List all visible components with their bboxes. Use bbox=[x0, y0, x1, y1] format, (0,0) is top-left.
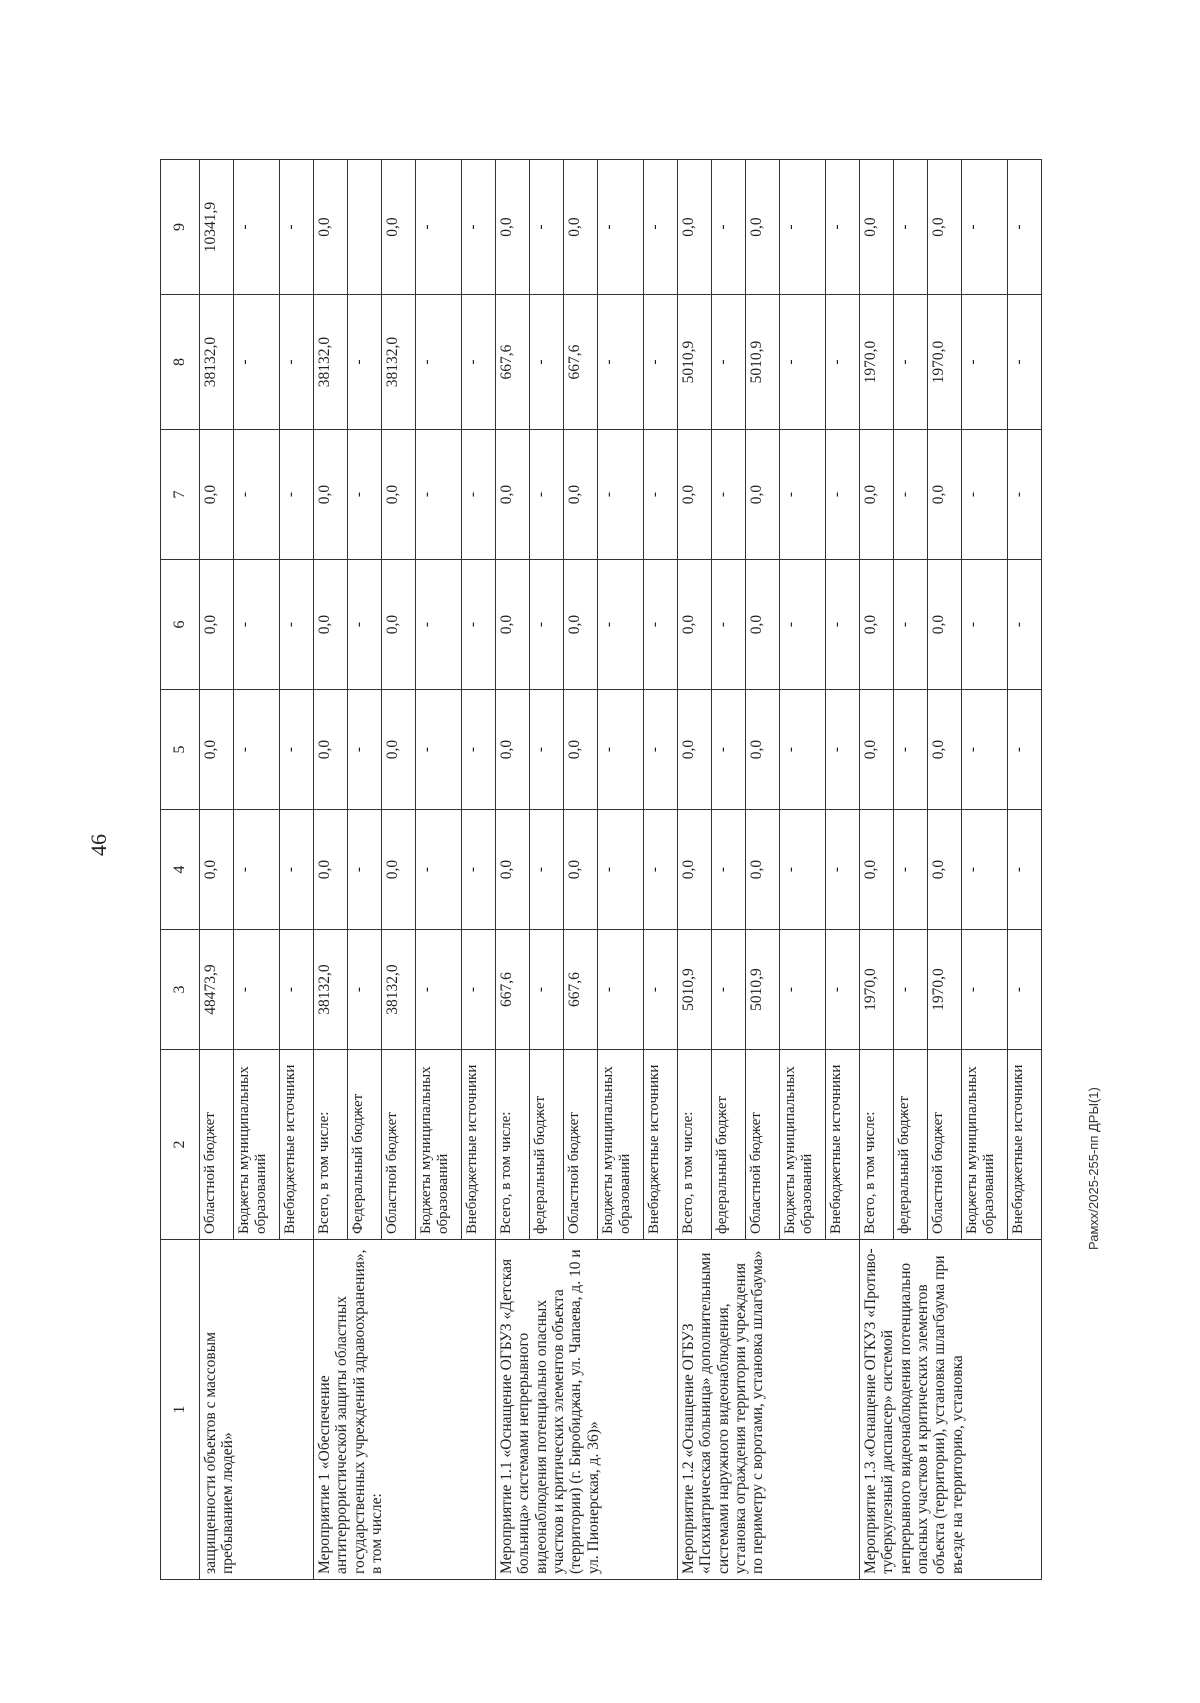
amount-cell: - bbox=[234, 930, 280, 1050]
amount-cell: 0,0 bbox=[564, 810, 598, 930]
amount-cell: 0,0 bbox=[314, 560, 348, 690]
amount-cell: - bbox=[462, 430, 496, 560]
amount-cell: 38132,0 bbox=[382, 295, 416, 430]
page-number: 46 bbox=[86, 834, 111, 856]
amount-cell: 38132,0 bbox=[200, 295, 234, 430]
funding-source: федеральный бюджет bbox=[894, 1050, 928, 1240]
amount-cell: - bbox=[712, 430, 746, 560]
amount-cell: 0,0 bbox=[746, 810, 780, 930]
amount-cell: - bbox=[598, 810, 644, 930]
funding-source: Федеральный бюджет bbox=[348, 1050, 382, 1240]
header-cell: 6 bbox=[161, 560, 200, 690]
amount-cell: - bbox=[348, 690, 382, 810]
funding-source: Внебюджетные источники bbox=[1008, 1050, 1042, 1240]
amount-cell: 0,0 bbox=[860, 690, 894, 810]
amount-cell: - bbox=[530, 430, 564, 560]
amount-cell: - bbox=[962, 160, 1008, 295]
amount-cell: - bbox=[780, 560, 826, 690]
amount-cell: 0,0 bbox=[928, 160, 962, 295]
amount-cell: - bbox=[826, 690, 860, 810]
amount-cell: 0,0 bbox=[746, 160, 780, 295]
amount-cell: - bbox=[780, 690, 826, 810]
amount-cell: - bbox=[780, 295, 826, 430]
table-row bbox=[678, 160, 712, 1580]
amount-cell: - bbox=[280, 160, 314, 295]
amount-cell: 667,6 bbox=[564, 930, 598, 1050]
amount-cell: - bbox=[826, 160, 860, 295]
activity-description: Мероприятие 1.3 «Оснащение ОГКУЗ «Противо-туберкулезный диспансер» системой непрерывного видеонаблюдения потенциально опасных участков и критических элементов объекта (территории), установка шлагбаума при въезде на территорию, установка bbox=[860, 1240, 1042, 1580]
table-row bbox=[860, 160, 894, 1580]
funding-source: Областной бюджет bbox=[746, 1050, 780, 1240]
amount-cell: 0,0 bbox=[314, 690, 348, 810]
amount-cell: 0,0 bbox=[860, 560, 894, 690]
amount-cell: - bbox=[280, 295, 314, 430]
amount-cell: 0,0 bbox=[746, 430, 780, 560]
amount-cell: 0,0 bbox=[746, 560, 780, 690]
amount-cell: - bbox=[962, 930, 1008, 1050]
amount-cell: 0,0 bbox=[928, 690, 962, 810]
amount-cell: - bbox=[780, 430, 826, 560]
amount-cell: - bbox=[416, 160, 462, 295]
amount-cell: 5010,9 bbox=[678, 295, 712, 430]
amount-cell: 0,0 bbox=[746, 690, 780, 810]
funding-source: Всего, в том числе: bbox=[678, 1050, 712, 1240]
amount-cell: - bbox=[598, 690, 644, 810]
amount-cell: 0,0 bbox=[200, 560, 234, 690]
amount-cell: 38132,0 bbox=[314, 295, 348, 430]
amount-cell: 0,0 bbox=[382, 560, 416, 690]
amount-cell: - bbox=[462, 810, 496, 930]
header-cell: 8 bbox=[161, 295, 200, 430]
amount-cell: - bbox=[598, 160, 644, 295]
funding-source: федеральный бюджет bbox=[530, 1050, 564, 1240]
amount-cell: - bbox=[712, 160, 746, 295]
amount-cell: 10341,9 bbox=[200, 160, 234, 295]
amount-cell: - bbox=[894, 430, 928, 560]
funding-source: Областной бюджет bbox=[928, 1050, 962, 1240]
amount-cell: - bbox=[416, 930, 462, 1050]
amount-cell: 38132,0 bbox=[382, 930, 416, 1050]
amount-cell: 0,0 bbox=[564, 430, 598, 560]
amount-cell: - bbox=[780, 930, 826, 1050]
amount-cell: - bbox=[416, 295, 462, 430]
amount-cell: 667,6 bbox=[496, 930, 530, 1050]
amount-cell: - bbox=[416, 560, 462, 690]
table-row bbox=[314, 160, 348, 1580]
amount-cell: - bbox=[598, 295, 644, 430]
amount-cell: - bbox=[348, 560, 382, 690]
funding-source: Бюджеты муниципальных образований bbox=[416, 1050, 462, 1240]
amount-cell: 0,0 bbox=[382, 430, 416, 560]
amount-cell: - bbox=[1008, 560, 1042, 690]
header-cell: 1 bbox=[161, 1240, 200, 1580]
table-body bbox=[200, 160, 1042, 1580]
funding-source: Внебюджетные источники bbox=[826, 1050, 860, 1240]
amount-cell: - bbox=[644, 810, 678, 930]
amount-cell: 0,0 bbox=[564, 160, 598, 295]
amount-cell: - bbox=[598, 930, 644, 1050]
amount-cell: - bbox=[780, 810, 826, 930]
header-row bbox=[161, 160, 200, 1580]
amount-cell: - bbox=[280, 690, 314, 810]
table-row bbox=[496, 160, 530, 1580]
funding-source: Внебюджетные источники bbox=[280, 1050, 314, 1240]
amount-cell: 0,0 bbox=[314, 810, 348, 930]
amount-cell: - bbox=[826, 930, 860, 1050]
amount-cell: - bbox=[348, 430, 382, 560]
funding-source: Бюджеты муниципальных образований bbox=[234, 1050, 280, 1240]
amount-cell: - bbox=[462, 930, 496, 1050]
header-cell: 9 bbox=[161, 160, 200, 295]
amount-cell: - bbox=[826, 295, 860, 430]
amount-cell: 38132,0 bbox=[314, 930, 348, 1050]
amount-cell: 5010,9 bbox=[746, 930, 780, 1050]
funding-source: Областной бюджет bbox=[200, 1050, 234, 1240]
amount-cell: 667,6 bbox=[496, 295, 530, 430]
amount-cell: - bbox=[598, 430, 644, 560]
activity-description: Мероприятие 1 «Обеспечение антитеррористической защиты областных государственных учреждений здравоохранения», в том числе: bbox=[314, 1240, 496, 1580]
amount-cell: - bbox=[826, 560, 860, 690]
header-cell: 3 bbox=[161, 930, 200, 1050]
amount-cell: - bbox=[962, 295, 1008, 430]
amount-cell: - bbox=[644, 160, 678, 295]
amount-cell: - bbox=[712, 690, 746, 810]
amount-cell: - bbox=[462, 160, 496, 295]
amount-cell: 0,0 bbox=[860, 160, 894, 295]
amount-cell: 0,0 bbox=[496, 560, 530, 690]
amount-cell: 0,0 bbox=[564, 560, 598, 690]
amount-cell: - bbox=[462, 690, 496, 810]
amount-cell: - bbox=[644, 560, 678, 690]
amount-cell: - bbox=[962, 810, 1008, 930]
amount-cell: 0,0 bbox=[200, 810, 234, 930]
amount-cell: 0,0 bbox=[928, 430, 962, 560]
amount-cell: - bbox=[962, 430, 1008, 560]
amount-cell: - bbox=[234, 430, 280, 560]
amount-cell: 1970,0 bbox=[860, 930, 894, 1050]
amount-cell: - bbox=[1008, 295, 1042, 430]
amount-cell: 0,0 bbox=[200, 430, 234, 560]
amount-cell: - bbox=[348, 810, 382, 930]
amount-cell: - bbox=[962, 690, 1008, 810]
amount-cell: 5010,9 bbox=[746, 295, 780, 430]
amount-cell: 48473,9 bbox=[200, 930, 234, 1050]
amount-cell: - bbox=[416, 810, 462, 930]
amount-cell: 667,6 bbox=[564, 295, 598, 430]
amount-cell: - bbox=[280, 810, 314, 930]
amount-cell: - bbox=[234, 810, 280, 930]
amount-cell: - bbox=[530, 160, 564, 295]
amount-cell: 1970,0 bbox=[860, 295, 894, 430]
header-cell: 2 bbox=[161, 1050, 200, 1240]
amount-cell: - bbox=[1008, 690, 1042, 810]
amount-cell: 0,0 bbox=[496, 430, 530, 560]
amount-cell: - bbox=[894, 560, 928, 690]
amount-cell: - bbox=[280, 430, 314, 560]
funding-source: Бюджеты муниципальных образований bbox=[598, 1050, 644, 1240]
amount-cell: 5010,9 bbox=[678, 930, 712, 1050]
amount-cell: 0,0 bbox=[314, 430, 348, 560]
table-row bbox=[200, 160, 234, 1580]
amount-cell: - bbox=[644, 930, 678, 1050]
amount-cell: 0,0 bbox=[860, 430, 894, 560]
amount-cell: - bbox=[644, 295, 678, 430]
amount-cell: - bbox=[348, 930, 382, 1050]
amount-cell: - bbox=[598, 560, 644, 690]
amount-cell: - bbox=[280, 930, 314, 1050]
activity-description: защищенности объектов с массовым пребыванием людей» bbox=[200, 1240, 314, 1580]
amount-cell: - bbox=[962, 560, 1008, 690]
amount-cell: - bbox=[712, 560, 746, 690]
amount-cell: - bbox=[644, 690, 678, 810]
amount-cell: 0,0 bbox=[928, 810, 962, 930]
amount-cell: - bbox=[894, 810, 928, 930]
header-cell: 4 bbox=[161, 810, 200, 930]
amount-cell: - bbox=[234, 560, 280, 690]
amount-cell: - bbox=[530, 930, 564, 1050]
amount-cell: - bbox=[894, 690, 928, 810]
amount-cell: - bbox=[644, 430, 678, 560]
amount-cell: - bbox=[416, 430, 462, 560]
amount-cell: - bbox=[780, 160, 826, 295]
amount-cell: - bbox=[234, 295, 280, 430]
amount-cell: 0,0 bbox=[860, 810, 894, 930]
amount-cell: - bbox=[530, 690, 564, 810]
amount-cell: 0,0 bbox=[496, 160, 530, 295]
financing-table bbox=[160, 159, 1042, 1580]
amount-cell: 0,0 bbox=[564, 690, 598, 810]
activity-description: Мероприятие 1.1 «Оснащение ОГБУЗ «Детская больница» системами непрерывного видеонаблюдения потенциально опасных участков и критических элементов объекта (территории) (г. Биробиджан, ул. Чапаева, д. 10 и ул. Пионерская, д. 36)» bbox=[496, 1240, 678, 1580]
header-cell: 7 bbox=[161, 430, 200, 560]
amount-cell: - bbox=[1008, 160, 1042, 295]
amount-cell: 0,0 bbox=[678, 430, 712, 560]
amount-cell: 0,0 bbox=[678, 560, 712, 690]
amount-cell: 0,0 bbox=[382, 810, 416, 930]
amount-cell: - bbox=[826, 430, 860, 560]
amount-cell: - bbox=[712, 810, 746, 930]
activity-description: Мероприятие 1.2 «Оснащение ОГБУЗ «Психиатрическая больница» дополнительными системами наружного видеонаблюдения, установка ограждения территории учреждения по периметру с воротами, установка шлагбаума» bbox=[678, 1240, 860, 1580]
document-code: Рамхх/2025-255-пп ДРЫ(1) bbox=[1086, 1087, 1101, 1250]
funding-source: Внебюджетные источники bbox=[462, 1050, 496, 1240]
amount-cell: - bbox=[416, 690, 462, 810]
funding-source: Всего, в том числе: bbox=[860, 1050, 894, 1240]
amount-cell: - bbox=[462, 560, 496, 690]
funding-source: Всего, в том числе: bbox=[496, 1050, 530, 1240]
funding-source: Областной бюджет bbox=[564, 1050, 598, 1240]
amount-cell: - bbox=[530, 295, 564, 430]
amount-cell: 0,0 bbox=[496, 690, 530, 810]
amount-cell: 0,0 bbox=[678, 810, 712, 930]
amount-cell: - bbox=[1008, 810, 1042, 930]
amount-cell: - bbox=[462, 295, 496, 430]
amount-cell: 0,0 bbox=[678, 690, 712, 810]
rotated-table-container bbox=[160, 160, 1060, 1580]
amount-cell: 0,0 bbox=[678, 160, 712, 295]
amount-cell: - bbox=[894, 160, 928, 295]
funding-source: Внебюджетные источники bbox=[644, 1050, 678, 1240]
funding-source: Бюджеты муниципальных образований bbox=[962, 1050, 1008, 1240]
amount-cell: - bbox=[530, 560, 564, 690]
amount-cell: - bbox=[1008, 430, 1042, 560]
amount-cell: - bbox=[280, 560, 314, 690]
funding-source: Всего, в том числе: bbox=[314, 1050, 348, 1240]
amount-cell: 0,0 bbox=[314, 160, 348, 295]
amount-cell: - bbox=[712, 930, 746, 1050]
amount-cell: 1970,0 bbox=[928, 930, 962, 1050]
amount-cell: 0,0 bbox=[928, 560, 962, 690]
amount-cell: 0,0 bbox=[382, 690, 416, 810]
amount-cell: 0,0 bbox=[382, 160, 416, 295]
amount-cell: - bbox=[894, 930, 928, 1050]
amount-cell: - bbox=[712, 295, 746, 430]
amount-cell: - bbox=[826, 810, 860, 930]
amount-cell: - bbox=[1008, 930, 1042, 1050]
amount-cell: - bbox=[348, 295, 382, 430]
funding-source: Областной бюджет bbox=[382, 1050, 416, 1240]
amount-cell: - bbox=[530, 810, 564, 930]
amount-cell: 1970,0 bbox=[928, 295, 962, 430]
amount-cell: - bbox=[234, 160, 280, 295]
funding-source: Бюджеты муниципальных образований bbox=[780, 1050, 826, 1240]
amount-cell: 0,0 bbox=[496, 810, 530, 930]
amount-cell bbox=[348, 160, 382, 295]
amount-cell: - bbox=[234, 690, 280, 810]
header-cell: 5 bbox=[161, 690, 200, 810]
funding-source: федеральный бюджет bbox=[712, 1050, 746, 1240]
amount-cell: 0,0 bbox=[200, 690, 234, 810]
amount-cell: - bbox=[894, 295, 928, 430]
